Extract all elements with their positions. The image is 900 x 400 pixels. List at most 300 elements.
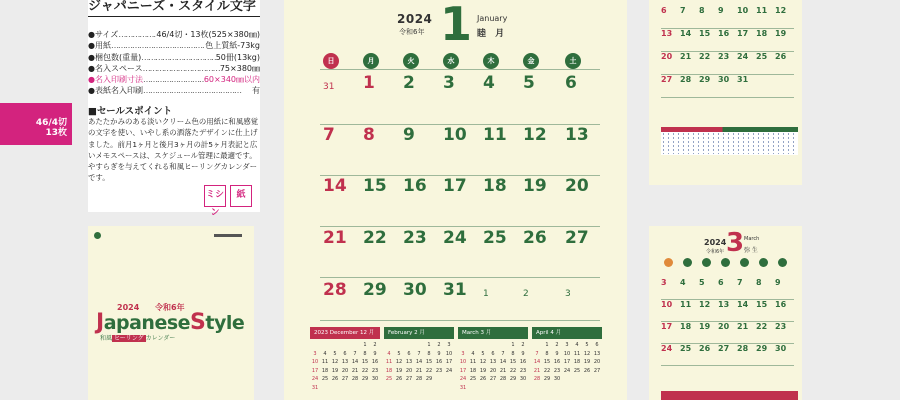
mini-day: 15 xyxy=(361,359,369,365)
mini-day: 26 xyxy=(395,376,403,382)
mini-day: 23 xyxy=(371,367,379,374)
thumb-month-number: 3 xyxy=(726,228,745,258)
mini-month xyxy=(458,327,528,400)
mini-day: 21 xyxy=(415,367,423,374)
mini-month-grid xyxy=(532,339,602,384)
day-cell: 17 xyxy=(443,176,467,196)
mini-day: 18 xyxy=(321,367,329,374)
thumb-day: 4 xyxy=(680,278,699,300)
mini-day: 16 xyxy=(553,359,561,365)
thumb-day: 15 xyxy=(756,300,775,322)
day-cell: 26 xyxy=(523,228,547,248)
mini-day: 23 xyxy=(519,367,527,374)
main-calendar xyxy=(284,0,627,400)
thumbnail-march xyxy=(649,226,802,400)
mini-day: 8 xyxy=(363,350,367,357)
thumb-day: 17 xyxy=(661,322,680,344)
spec-label: ●表紙名入印刷 xyxy=(88,86,143,96)
mini-day: 10 xyxy=(459,359,467,365)
thumb-day: 24 xyxy=(661,344,680,366)
mini-day: 27 xyxy=(341,376,349,382)
mini-day: 12 xyxy=(583,350,591,357)
spec-row xyxy=(88,52,260,63)
day-cell: 28 xyxy=(323,280,347,300)
mini-day: 22 xyxy=(543,367,551,374)
mini-day: 11 xyxy=(321,359,329,365)
mini-day: 11 xyxy=(469,359,477,365)
thumb-day: 7 xyxy=(737,278,756,300)
thumb-weekday-dot xyxy=(664,258,673,267)
day-cell: 31 xyxy=(323,82,335,92)
spec-leader xyxy=(111,40,205,51)
mini-day: 17 xyxy=(311,367,319,374)
mini-day: 16 xyxy=(435,359,443,365)
mini-day xyxy=(404,341,414,350)
sale-text: あたたかみのある淡いクリーム色の用紙に和風感覚の文字を使い、いやし系の洒落たデザインに仕上げました。前月1ヶ月と後月3ヶ月の計5ヶ月表記と広いメモスペースは、スケジュール管理に最適です。やすらぎを与えてくれる和風ヒーリングカレンダーです。 xyxy=(88,117,258,183)
thumbnail-grid xyxy=(661,6,794,98)
mini-day: 17 xyxy=(459,367,467,374)
day-cell: 8 xyxy=(363,125,375,145)
brand-logo-icon xyxy=(94,232,101,239)
mini-day: 10 xyxy=(445,350,453,357)
thumb-day: 24 xyxy=(737,52,756,75)
spec-leader xyxy=(143,63,220,74)
mini-month xyxy=(532,327,602,400)
thumb-day: 7 xyxy=(680,6,699,29)
thumb-day: 18 xyxy=(680,322,699,344)
day-cell: 13 xyxy=(565,125,589,145)
day-cell: 21 xyxy=(323,228,347,248)
thumb-day: 10 xyxy=(737,6,756,29)
mini-day: 26 xyxy=(479,376,487,382)
mini-day: 14 xyxy=(533,359,541,365)
mini-day: 1 xyxy=(545,342,549,348)
spec-title: ジャパニーズ・スタイル文字 xyxy=(88,0,260,17)
mini-day: 5 xyxy=(481,350,485,357)
spec-list xyxy=(88,29,260,97)
mini-day: 31 xyxy=(311,384,319,391)
row-divider xyxy=(320,226,600,227)
spec-leader xyxy=(143,85,252,96)
mini-day: 12 xyxy=(331,359,339,365)
cover-reiwa: 令和6年 xyxy=(155,303,185,312)
day-cell: 5 xyxy=(523,73,535,93)
thumb-day: 31 xyxy=(737,75,756,98)
mini-day: 26 xyxy=(583,367,591,374)
mini-day: 14 xyxy=(499,359,507,365)
mini-day: 30 xyxy=(519,376,527,382)
thumb-day: 23 xyxy=(718,52,737,75)
mini-day: 3 xyxy=(565,342,569,348)
cover-title-end: tyle xyxy=(205,312,245,334)
spec-row xyxy=(88,63,260,74)
weekday-3: 水 xyxy=(443,53,459,69)
day-cell: 2 xyxy=(403,73,415,93)
mini-day xyxy=(532,341,542,350)
mini-day: 3 xyxy=(461,350,465,357)
thumb-weekday-dot xyxy=(683,258,692,267)
day-cell: 1 xyxy=(483,289,489,299)
mini-day: 1 xyxy=(511,342,515,348)
mini-month xyxy=(310,327,380,400)
mini-day xyxy=(350,341,360,350)
mini-day: 5 xyxy=(333,350,337,357)
day-cell: 10 xyxy=(443,125,467,145)
day-cell: 15 xyxy=(363,176,387,196)
thumb-day: 22 xyxy=(756,322,775,344)
mini-day: 17 xyxy=(445,359,453,365)
thumb-day: 23 xyxy=(775,322,794,344)
mini-month-header: February 2 月 xyxy=(384,327,454,339)
mini-day: 9 xyxy=(437,350,441,357)
mini-month-strip xyxy=(310,327,600,400)
mini-day: 6 xyxy=(491,350,495,357)
main-reiwa: 令和6年 xyxy=(399,28,425,36)
thumb-footer xyxy=(661,391,798,400)
mini-day: 7 xyxy=(501,350,505,357)
mini-day: 20 xyxy=(341,367,349,374)
main-year: 2024 xyxy=(397,12,433,26)
thumbnail-grid xyxy=(661,278,794,366)
weekday-2: 火 xyxy=(403,53,419,69)
spec-value: 有 xyxy=(252,86,260,96)
thumb-day: 11 xyxy=(756,6,775,29)
tag-paper: 紙 xyxy=(230,185,252,207)
thumb-month-en: March xyxy=(744,236,760,242)
thumb-reiwa: 令和6年 xyxy=(706,249,725,255)
weekday-5: 金 xyxy=(523,53,539,69)
thumb-day: 16 xyxy=(718,29,737,52)
day-cell: 22 xyxy=(363,228,387,248)
mini-day: 4 xyxy=(387,350,391,357)
mini-day: 23 xyxy=(553,367,561,374)
mini-day: 14 xyxy=(351,359,359,365)
mini-day: 31 xyxy=(459,384,467,391)
brand-mark-icon xyxy=(214,234,242,237)
thumb-weekday-dot xyxy=(759,258,768,267)
mini-day: 13 xyxy=(405,359,413,365)
day-cell: 11 xyxy=(483,125,507,145)
thumb-day: 30 xyxy=(775,344,794,366)
size-badge-line-2: 13枚 xyxy=(45,128,67,138)
thumb-day: 5 xyxy=(699,278,718,300)
thumb-day: 9 xyxy=(718,6,737,29)
thumb-day: 15 xyxy=(699,29,718,52)
cover-title-j: J xyxy=(96,310,104,335)
weekday-0: 日 xyxy=(323,53,339,69)
mini-day: 25 xyxy=(573,367,581,374)
mini-day: 19 xyxy=(583,359,591,365)
cover-title xyxy=(96,310,244,335)
spec-row xyxy=(88,85,260,96)
thumb-day xyxy=(756,75,775,98)
day-cell: 16 xyxy=(403,176,427,196)
spec-label: ●サイズ xyxy=(88,30,119,39)
cover-title-mid: apanese xyxy=(103,312,191,334)
mini-day: 25 xyxy=(469,376,477,382)
weekday-4: 木 xyxy=(483,53,499,69)
day-cell: 14 xyxy=(323,176,347,196)
mini-day xyxy=(468,341,478,350)
day-cell: 9 xyxy=(403,125,415,145)
cover-sub-b: ヒーリング xyxy=(114,335,144,342)
thumb-day: 13 xyxy=(718,300,737,322)
mini-day: 28 xyxy=(499,376,507,382)
mini-day: 30 xyxy=(371,376,379,382)
mini-day: 28 xyxy=(351,376,359,382)
mini-day: 15 xyxy=(425,359,433,365)
mini-day: 24 xyxy=(459,376,467,382)
mini-day: 18 xyxy=(573,359,581,365)
mini-month-grid xyxy=(310,339,380,392)
thumb-day: 14 xyxy=(737,300,756,322)
mini-day: 7 xyxy=(417,350,421,357)
mini-day xyxy=(320,341,330,350)
mini-day: 8 xyxy=(545,350,549,357)
spec-value: 46/4切・13枚(525×380㎜) xyxy=(156,30,260,39)
main-month-en: January xyxy=(477,14,508,23)
thumb-month-jp: 弥 生 xyxy=(744,247,758,254)
mini-day: 2 xyxy=(373,342,377,348)
thumb-day: 27 xyxy=(661,75,680,98)
weekday-1: 月 xyxy=(363,53,379,69)
day-cell: 2 xyxy=(523,289,529,299)
spec-leader xyxy=(143,74,204,85)
day-cell: 20 xyxy=(565,176,589,196)
mini-day: 28 xyxy=(533,376,541,382)
day-cell: 19 xyxy=(523,176,547,196)
mini-day: 13 xyxy=(341,359,349,365)
mini-day: 19 xyxy=(331,367,339,374)
mini-day: 20 xyxy=(593,359,601,365)
thumb-day: 17 xyxy=(737,29,756,52)
row-divider xyxy=(320,69,600,70)
mini-day: 15 xyxy=(509,359,517,365)
cover-sub-a: 和風 xyxy=(100,335,113,342)
mini-month-header: 2023 December 12 月 xyxy=(310,327,380,339)
mini-day: 3 xyxy=(447,342,451,348)
mini-day: 7 xyxy=(353,350,357,357)
main-month-jp: 睦 月 xyxy=(477,29,508,39)
thumb-day: 3 xyxy=(661,278,680,300)
mini-day: 1 xyxy=(427,342,431,348)
mini-day: 6 xyxy=(595,342,599,348)
mini-day xyxy=(458,341,468,350)
row-divider xyxy=(320,277,600,278)
mini-day: 19 xyxy=(395,367,403,374)
mini-day: 20 xyxy=(489,367,497,374)
thumb-day: 13 xyxy=(661,29,680,52)
thumb-day: 28 xyxy=(680,75,699,98)
thumb-day: 26 xyxy=(699,344,718,366)
mini-day: 8 xyxy=(427,350,431,357)
mini-day: 2 xyxy=(437,342,441,348)
day-cell: 30 xyxy=(403,280,427,300)
mini-day: 21 xyxy=(351,367,359,374)
spec-label: ●梱包数(重量) xyxy=(88,52,142,62)
thumb-day: 12 xyxy=(775,6,794,29)
thumb-day: 22 xyxy=(699,52,718,75)
mini-day xyxy=(394,341,404,350)
mini-day: 5 xyxy=(585,342,589,348)
mini-day: 27 xyxy=(489,376,497,382)
thumb-day: 16 xyxy=(775,300,794,322)
thumb-day: 29 xyxy=(756,344,775,366)
mini-day: 10 xyxy=(311,359,319,365)
thumb-day: 25 xyxy=(680,344,699,366)
spec-leader xyxy=(141,52,215,63)
mini-day: 14 xyxy=(415,359,423,365)
thumb-day: 27 xyxy=(718,344,737,366)
mini-day: 17 xyxy=(563,359,571,365)
mini-day xyxy=(488,341,498,350)
mini-day xyxy=(330,341,340,350)
mini-day: 4 xyxy=(323,350,327,357)
thumb-day: 9 xyxy=(775,278,794,300)
spec-value: 75×380㎜ xyxy=(219,63,260,73)
mini-day: 11 xyxy=(385,359,393,365)
day-cell: 29 xyxy=(363,280,387,300)
thumb-day: 25 xyxy=(756,52,775,75)
tag-perforation: ミシン xyxy=(204,185,226,207)
day-cell: 3 xyxy=(565,289,571,299)
mini-day: 12 xyxy=(395,359,403,365)
mini-day: 28 xyxy=(415,376,423,382)
thumbnail-february xyxy=(649,0,802,185)
mini-day: 21 xyxy=(533,367,541,374)
mini-day: 29 xyxy=(425,376,433,382)
mini-day: 8 xyxy=(511,350,515,357)
thumbnail-mini-calendar xyxy=(661,127,798,155)
mini-day: 6 xyxy=(343,350,347,357)
mini-day: 5 xyxy=(397,350,401,357)
cover-year: 2024 xyxy=(117,303,140,312)
thumb-day: 6 xyxy=(718,278,737,300)
mini-day: 16 xyxy=(371,359,379,365)
mini-day: 21 xyxy=(499,367,507,374)
day-cell: 4 xyxy=(483,73,495,93)
cover-thumbnail xyxy=(88,226,254,400)
thumb-year: 2024 xyxy=(704,238,727,247)
mini-day: 29 xyxy=(509,376,517,382)
thumb-day: 20 xyxy=(718,322,737,344)
spec-panel xyxy=(88,0,260,218)
thumb-weekday-dot xyxy=(721,258,730,267)
mini-day: 4 xyxy=(471,350,475,357)
mini-day: 30 xyxy=(553,376,561,382)
mini-day: 20 xyxy=(405,367,413,374)
mini-day: 18 xyxy=(385,367,393,374)
mini-day: 22 xyxy=(509,367,517,374)
thumb-weekday-dot xyxy=(740,258,749,267)
spec-value: 色上質紙-73kg xyxy=(205,41,260,51)
mini-day: 11 xyxy=(573,350,581,357)
mini-month-header: April 4 月 xyxy=(532,327,602,339)
mini-day: 4 xyxy=(575,342,579,348)
mini-day: 22 xyxy=(361,367,369,374)
day-cell: 3 xyxy=(443,73,455,93)
thumb-day: 28 xyxy=(737,344,756,366)
thumb-weekday-dot xyxy=(702,258,711,267)
thumb-day xyxy=(775,75,794,98)
mini-day xyxy=(384,341,394,350)
main-month-number: 1 xyxy=(440,0,473,51)
mini-day: 24 xyxy=(445,367,453,374)
cover-subtitle xyxy=(100,333,175,342)
day-cell: 31 xyxy=(443,280,467,300)
day-cell: 23 xyxy=(403,228,427,248)
thumb-day: 26 xyxy=(775,52,794,75)
thumb-day: 29 xyxy=(699,75,718,98)
mini-day: 12 xyxy=(479,359,487,365)
mini-day xyxy=(478,341,488,350)
size-badge xyxy=(0,103,72,145)
thumb-day: 18 xyxy=(756,29,775,52)
thumb-day: 11 xyxy=(680,300,699,322)
row-divider xyxy=(320,320,600,321)
mini-day: 24 xyxy=(311,376,319,382)
day-cell: 24 xyxy=(443,228,467,248)
mini-day: 13 xyxy=(489,359,497,365)
mini-day: 19 xyxy=(479,367,487,374)
mini-day: 29 xyxy=(543,376,551,382)
mini-month xyxy=(384,327,454,400)
sale-heading: ■セールスポイント xyxy=(88,106,173,117)
thumb-weekday-dot xyxy=(778,258,787,267)
day-cell: 27 xyxy=(565,228,589,248)
mini-day: 9 xyxy=(521,350,525,357)
thumb-day: 30 xyxy=(718,75,737,98)
mini-day: 2 xyxy=(555,342,559,348)
cover-title-s: S xyxy=(190,310,206,335)
mini-day: 18 xyxy=(469,367,477,374)
mini-day xyxy=(498,341,508,350)
spec-value: 50冊(13kg) xyxy=(215,52,260,62)
mini-day: 23 xyxy=(435,367,443,374)
mini-day: 3 xyxy=(313,350,317,357)
size-badge-line-1: 46/4切 xyxy=(35,118,67,128)
mini-month-header: March 3 月 xyxy=(458,327,528,339)
mini-day xyxy=(340,341,350,350)
mini-day: 25 xyxy=(385,376,393,382)
mini-day: 22 xyxy=(425,367,433,374)
mini-day: 1 xyxy=(363,342,367,348)
mini-day: 27 xyxy=(405,376,413,382)
thumb-day: 20 xyxy=(661,52,680,75)
mini-day: 27 xyxy=(593,367,601,374)
spec-leader xyxy=(118,29,156,40)
day-cell: 6 xyxy=(565,73,577,93)
mini-day: 10 xyxy=(563,350,571,357)
mini-day: 24 xyxy=(563,367,571,374)
mini-day: 15 xyxy=(543,359,551,365)
mini-day: 7 xyxy=(535,350,539,357)
thumb-day: 14 xyxy=(680,29,699,52)
spec-value: 60×340㎜以内 xyxy=(203,75,260,85)
mini-day: 25 xyxy=(321,376,329,382)
day-cell: 1 xyxy=(363,73,375,93)
mini-day xyxy=(310,341,320,350)
mini-day: 9 xyxy=(555,350,559,357)
cover-sub-c: カレンダー xyxy=(145,335,176,342)
mini-day: 6 xyxy=(407,350,411,357)
day-cell: 7 xyxy=(323,125,335,145)
weekday-6: 土 xyxy=(565,53,581,69)
spec-label: ●用紙 xyxy=(88,41,111,51)
spec-row xyxy=(88,74,260,85)
thumb-day: 21 xyxy=(680,52,699,75)
mini-day: 9 xyxy=(373,350,377,357)
